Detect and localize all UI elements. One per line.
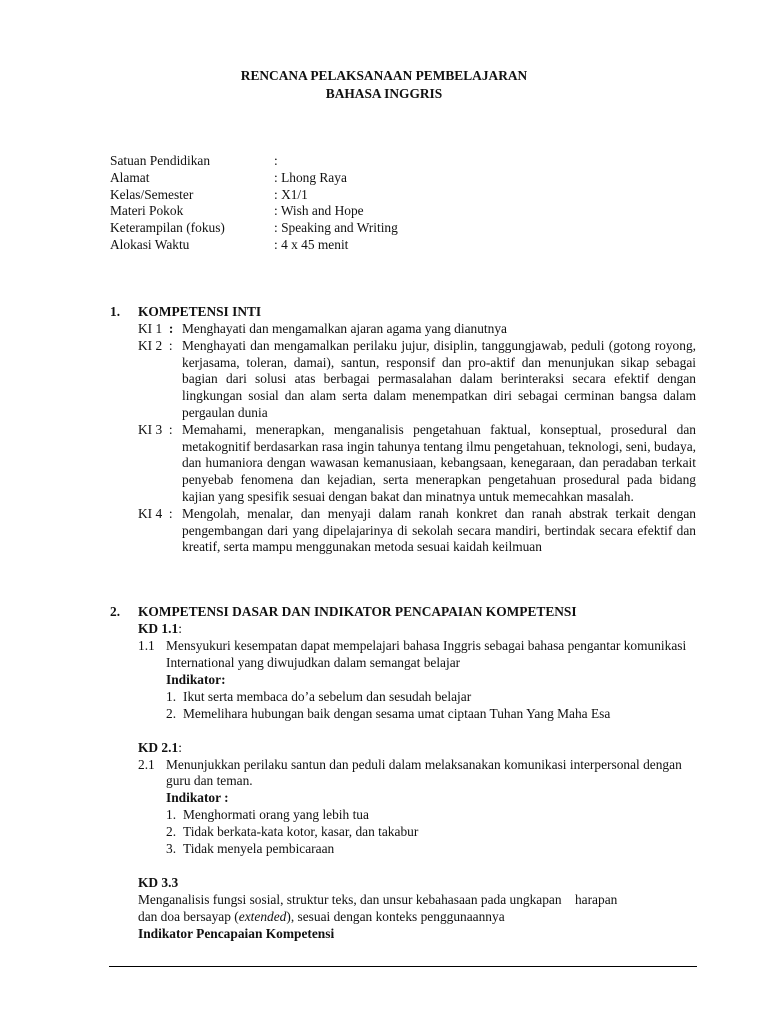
kd-statement	[110, 757, 696, 791]
kd-heading	[110, 621, 696, 638]
ki-code: KI 2	[138, 337, 163, 353]
document-title	[0, 68, 768, 104]
ki-code: KI 3	[138, 421, 163, 437]
indikator-text: Tidak berkata-kata kotor, kasar, dan takabur	[183, 824, 419, 840]
ki-sep: :	[168, 337, 173, 353]
info-row	[110, 153, 398, 170]
info-value: : Speaking and Writing	[274, 220, 398, 236]
ki-text: Menghayati dan mengamalkan ajaran agama yang dianutnya	[182, 321, 507, 336]
ki-label	[138, 506, 173, 523]
indikator-text: Tidak menyela pembicaraan	[183, 841, 335, 857]
indikator-text: Ikut serta membaca do’a sebelum dan sesudah belajar	[183, 688, 472, 704]
ki-code: KI 1	[138, 321, 163, 336]
kd-code: KD 2.1	[138, 739, 179, 755]
section-heading	[110, 604, 696, 621]
info-label: Satuan Pendidikan	[110, 153, 211, 168]
title-line-2: BAHASA INGGRIS	[325, 86, 443, 101]
indikator-number: 1.	[166, 807, 177, 823]
section-kompetensi-dasar	[110, 604, 696, 943]
info-value: :	[274, 153, 278, 168]
ki-text: Mengolah, menalar, dan menyaji dalam ranah konkret dan ranah abstrak terkait dengan pengembangan dari yang dipelajarinya di sekolah secara mandiri, bertindak secara efektif dan kreatif, serta mampu menggunakan metoda sesuai kaidah keilmuan	[182, 505, 696, 555]
ki-sep: :	[168, 321, 174, 336]
ki-text: Memahami, menerapkan, menganalisis pengetahuan faktual, konseptual, prosedural dan metakognitif berdasarkan rasa ingin tahunya tentang ilmu pengetahuan, teknologi, seni, budaya, dan humaniora dengan wawasan kemanusiaan, kebangsaan, kenegaraan, dan peradaban terkait penyebab fenomena dan kejadian, serta menerapkan pengetahuan prosedural pada bidang kajian yang spesifik sesuai dengan bakat dan minatnya untuk memecahkan masalah.	[182, 421, 696, 504]
section-heading-text: KOMPETENSI DASAR DAN INDIKATOR PENCAPAIAN KOMPETENSI	[138, 604, 577, 619]
info-row	[110, 170, 398, 187]
info-row	[110, 220, 398, 237]
title-line-1: RENCANA PELAKSANAAN PEMBELAJARAN	[240, 68, 528, 83]
ki-item	[110, 338, 696, 422]
info-value: : 4 x 45 menit	[274, 236, 349, 252]
kd-text: Mensyukuri kesempatan dapat mempelajari bahasa Inggris sebagai bahasa pengantar komunikasi International yang diwujudkan dalam semangat belajar	[166, 638, 687, 670]
indikator-item	[110, 689, 696, 706]
indikator-item	[110, 706, 696, 723]
ki-sep: :	[168, 421, 173, 437]
indikator-heading: Indikator:	[166, 671, 226, 687]
kd-statement	[110, 638, 696, 672]
info-value: : Wish and Hope	[274, 203, 364, 219]
indikator-text: Memelihara hubungan baik dengan sesama umat ciptaan Tuhan Yang Maha Esa	[183, 705, 611, 721]
section-kompetensi-inti	[110, 304, 696, 556]
ki-item	[110, 321, 696, 338]
indikator-number: 1.	[166, 688, 177, 704]
indikator-item	[110, 824, 696, 841]
kd-text-line: Menganalisis fungsi sosial, struktur teks, dan unsur kebahasaan pada ungkapan harapan	[138, 892, 618, 908]
kd-heading	[110, 740, 696, 757]
ki-sep: :	[168, 505, 173, 521]
section-number: 1.	[110, 304, 121, 319]
kd-text-part: dan doa bersayap (	[138, 909, 239, 925]
indikator-number: 2.	[166, 824, 177, 840]
indikator-heading: Indikator Pencapaian Kompetensi	[138, 926, 335, 942]
info-row	[110, 203, 398, 220]
info-row	[110, 237, 398, 254]
kd-text: Menunjukkan perilaku santun dan peduli dalam melaksanakan komunikasi interpersonal dengan guru dan teman.	[166, 756, 682, 789]
indikator-text: Menghormati orang yang lebih tua	[183, 807, 369, 823]
ki-item	[110, 422, 696, 506]
ki-code: KI 4	[138, 505, 163, 521]
ki-text: Menghayati dan mengamalkan perilaku jujur, disiplin, tanggungjawab, peduli (gotong royong, kerjasama, toleran, damai), santun, responsif dan pro-aktif dan menunjukan sikap sebagai bagian dari solusi atas berbagai permasalahan dalam berinteraksi secara efektif dengan lingkungan sosial dan alam serta dalam menempatkan diri sebagai cerminan bangsa dalam pergaulan dunia	[182, 337, 696, 420]
kd-number: 2.1	[138, 756, 155, 772]
info-value: : X1/1	[274, 186, 308, 202]
kd-colon: :	[178, 739, 182, 755]
info-row	[110, 187, 398, 204]
kd-text-part: ), sesuai dengan konteks penggunaannya	[286, 909, 505, 925]
indikator-heading: Indikator :	[166, 790, 229, 806]
kd-code: KD 3.3	[138, 875, 179, 891]
info-label: Materi Pokok	[110, 203, 184, 219]
kd-colon: :	[178, 621, 182, 636]
indikator-number: 2.	[166, 705, 177, 721]
indikator-number: 3.	[166, 841, 177, 857]
ki-label	[138, 321, 173, 338]
info-label: Keterampilan (fokus)	[110, 220, 225, 236]
section-heading	[110, 304, 696, 321]
kd-statement	[110, 892, 696, 926]
ki-item	[110, 506, 696, 556]
info-label: Alamat	[110, 169, 150, 185]
info-label: Alokasi Waktu	[110, 236, 190, 252]
ki-label	[138, 338, 173, 355]
info-label: Kelas/Semester	[110, 186, 194, 202]
ki-label	[138, 422, 173, 439]
kd-text-italic: extended	[238, 909, 287, 925]
indikator-item	[110, 841, 696, 858]
kd-number: 1.1	[138, 638, 155, 653]
indikator-item	[110, 807, 696, 824]
identity-table	[110, 153, 398, 254]
kd-heading	[110, 875, 696, 892]
kd-code: KD 1.1	[138, 621, 179, 636]
info-value: : Lhong Raya	[274, 169, 347, 185]
section-number: 2.	[110, 604, 121, 619]
footer-rule	[109, 966, 697, 967]
kd-text-line	[138, 909, 696, 926]
section-heading-text: KOMPETENSI INTI	[138, 304, 262, 319]
